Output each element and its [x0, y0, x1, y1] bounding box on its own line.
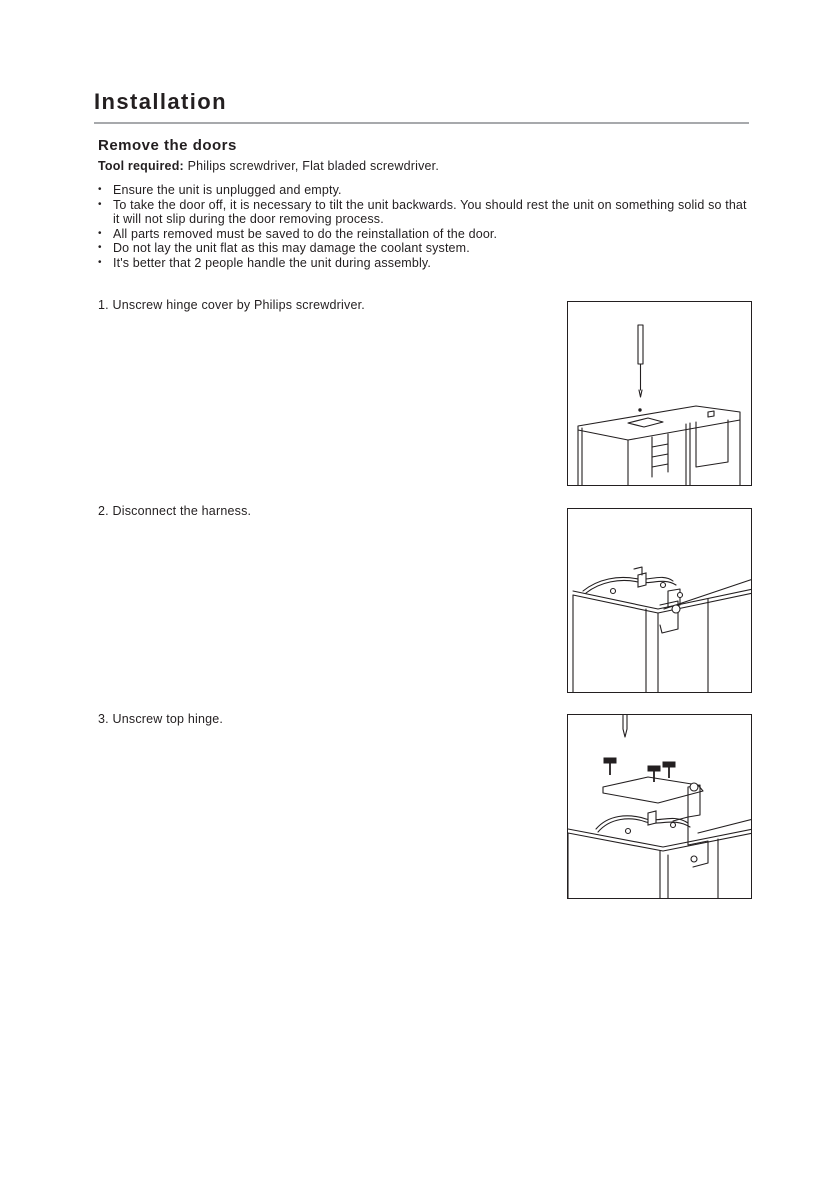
list-item: • Do not lay the unit flat as this may damage the coolant system. [98, 241, 753, 256]
step-3-text: 3. Unscrew top hinge. [98, 712, 224, 726]
title-divider [94, 122, 749, 124]
step-3-illustration [567, 714, 752, 899]
tools-label: Tool required: [98, 159, 184, 173]
list-item: • To take the door off, it is necessary to tilt the unit backwards. You should rest the unit on something solid so that it will not slip during the door removing process. [98, 198, 753, 227]
tools-required [98, 159, 439, 173]
list-item: • Ensure the unit is unplugged and empty. [98, 183, 753, 198]
list-item: • All parts removed must be saved to do the reinstallation of the door. [98, 227, 753, 242]
list-item: • It's better that 2 people handle the unit during assembly. [98, 256, 753, 271]
step-1-illustration [567, 301, 752, 486]
step-2-text: 2. Disconnect the harness. [98, 504, 252, 518]
step-2-illustration [567, 508, 752, 693]
step-1-text: 1. Unscrew hinge cover by Philips screwdriver. [98, 298, 365, 312]
section-title: Remove the doors [98, 137, 237, 154]
precautions-list [98, 183, 753, 271]
page-title: Installation [94, 89, 227, 114]
tools-text: Philips screwdriver, Flat bladed screwdriver. [183, 159, 440, 173]
